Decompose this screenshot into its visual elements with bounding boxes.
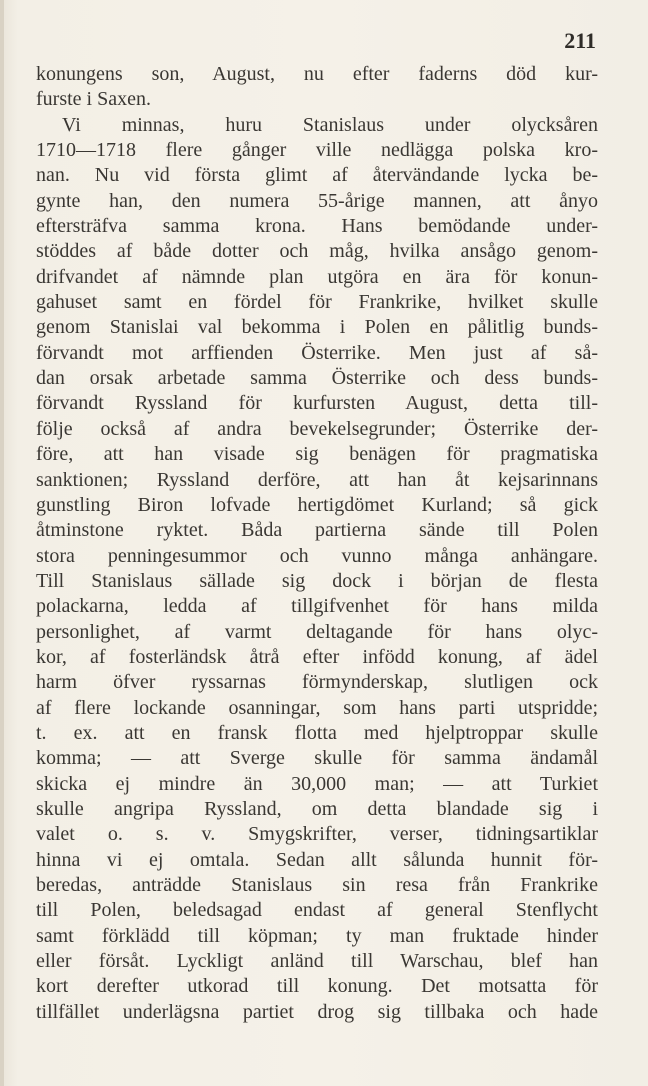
text-line: Till Stanislaus sällade sig dock i början de flesta (36, 569, 598, 592)
text-line: gynte han, den numera 55-årige mannen, att ånyo (36, 189, 598, 212)
text-line: kor, af fosterländsk åtrå efter infödd konung, af ädel (36, 645, 598, 668)
text-line: valet o. s. v. Smygskrifter, verser, tidningsartiklar (36, 823, 598, 846)
text-line: skulle angripa Ryssland, om detta blandade sig i (36, 797, 598, 820)
text-line: förvandt Ryssland för kurfursten August, detta till- (36, 392, 598, 415)
text-line: Vi minnas, huru Stanislaus under olycksåren (62, 113, 598, 136)
body-text (36, 62, 598, 1025)
text-line: stöddes af både dotter och måg, hvilka ansågo genom- (36, 240, 598, 263)
text-line: personlighet, af varmt deltagande för hans olyc- (36, 620, 598, 643)
text-line: kort derefter utkorad till konung. Det motsatta för (36, 975, 598, 998)
text-line: komma; — att Sverge skulle för samma ändamål (36, 747, 598, 770)
page-binding-edge (0, 0, 4, 1086)
text-line: harm öfver ryssarnas förmynderskap, slutligen ock (36, 671, 598, 694)
text-line: hinna vi ej omtala. Sedan allt sålunda hunnit för- (36, 848, 598, 871)
text-line: drifvandet af nämnde plan utgöra en ära för konun- (36, 265, 598, 288)
text-line: genom Stanislai val bekomma i Polen en pålitlig bunds- (36, 316, 598, 339)
text-line: furste i Saxen. (36, 88, 151, 111)
text-line: konungens son, August, nu efter faderns död kur- (36, 63, 598, 85)
text-line: förvandt mot arffienden Österrike. Men just af så- (36, 341, 598, 364)
text-line: gahuset samt en fördel för Frankrike, hvilket skulle (36, 291, 598, 314)
text-line: dan orsak arbetade samma Österrike och dess bunds- (36, 367, 598, 390)
text-line: tillfället underlägsna partiet drog sig tillbaka och hade (36, 1000, 598, 1023)
text-line: nan. Nu vid första glimt af återvändande lycka be- (36, 164, 598, 187)
text-line: samt förklädd till köpman; ty man fruktade hinder (36, 924, 598, 947)
page-number: 211 (564, 28, 596, 53)
text-line: åtminstone ryktet. Båda partierna sände till Polen (36, 519, 598, 542)
text-line: stora penningesummor och vunno många anhängare. (36, 544, 598, 567)
text-line: eller försåt. Lyckligt anländ till Warschau, blef han (36, 950, 598, 973)
text-line: gunstling Biron lofvade hertigdömet Kurland; så gick (36, 493, 598, 516)
text-line: till Polen, beledsagad endast af general Stenflycht (36, 899, 598, 922)
text-line: eftersträfva samma krona. Hans bemödande under- (36, 215, 598, 238)
text-line: beredas, anträdde Stanislaus sin resa från Frankrike (36, 874, 598, 896)
text-line: före, att han visade sig benägen för pragmatiska (36, 443, 598, 466)
text-line: sanktionen; Ryssland derföre, att han åt kejsarinnans (36, 468, 598, 491)
text-line: t. ex. att en fransk flotta med hjelptroppar skulle (36, 721, 598, 744)
text-line: polackarna, ledda af tillgifvenhet för hans milda (36, 595, 598, 618)
text-line: 1710—1718 flere gånger ville nedlägga polska kro- (36, 139, 598, 162)
text-line: skicka ej mindre än 30,000 man; — att Turkiet (36, 772, 598, 795)
text-line: af flere lockande osanningar, som hans parti utspridde; (36, 696, 598, 719)
text-line: följe också af andra bevekelsegrunder; Österrike der- (36, 417, 598, 440)
